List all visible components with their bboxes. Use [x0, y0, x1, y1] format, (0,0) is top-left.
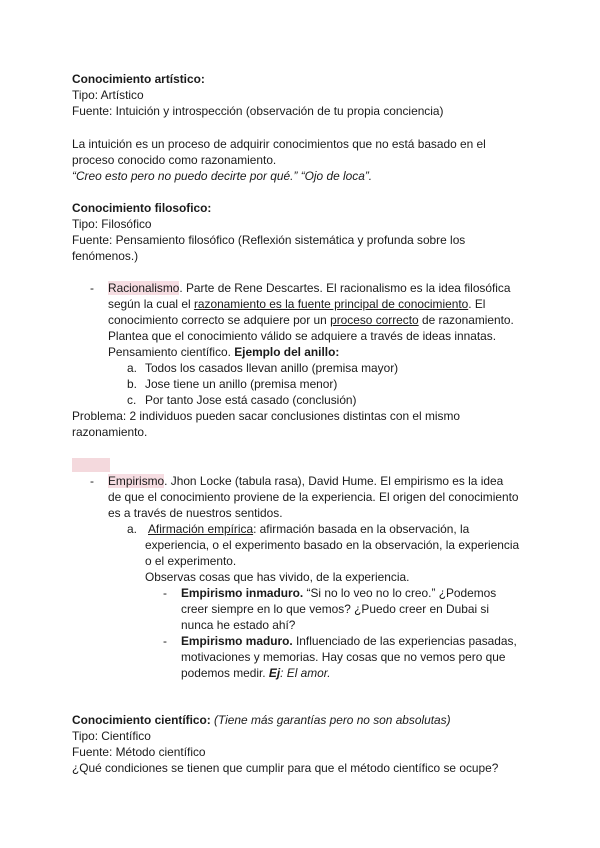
- sublist-marker-a: a.: [127, 522, 137, 536]
- afirmacion-line-1-rest: : afirmación basada en la observación, la: [253, 522, 470, 536]
- cientifico-note: (Tiene más garantías pero no son absolutas): [210, 713, 451, 727]
- maduro-bullet: -: [163, 634, 167, 648]
- empirismo-term: Empirismo: [108, 474, 165, 488]
- el-amor: : El amor.: [280, 666, 331, 680]
- racionalismo-line-5: [108, 345, 339, 360]
- filosofico-fuente-line-2: fenómenos.): [72, 249, 139, 263]
- list-item-premisa-mayor: Todos los casados llevan anillo (premisa mayor): [145, 361, 399, 375]
- list-marker-b: b.: [127, 377, 137, 391]
- inmaduro-line-1: [181, 586, 496, 601]
- empirismo-maduro-label: Empirismo maduro.: [181, 634, 293, 648]
- filosofico-tipo: Tipo: Filosófico: [72, 217, 152, 231]
- artistico-paragraph-line-1: La intuición es un proceso de adquirir conocimientos que no está basado en el: [72, 137, 486, 151]
- empirismo-line-2: de que el conocimiento proviene de la experiencia. El origen del conocimiento: [108, 490, 519, 504]
- afirmacion-line-3: o el experimento.: [145, 554, 237, 568]
- problema-line-2: razonamiento.: [72, 425, 148, 439]
- artistico-quote: “Creo esto pero no puedo decirte por qué.” “Ojo de loca”.: [72, 169, 373, 183]
- racionalismo-line-3-a: conocimiento correcto se adquiere por un: [108, 313, 331, 327]
- racionalismo-line-4: Plantea que el conocimiento válido se adquiere a través de ideas innatas.: [108, 329, 497, 343]
- cientifico-tipo: Tipo: Científico: [72, 729, 151, 743]
- section-heading-artistico: Conocimiento artístico:: [72, 72, 205, 86]
- section-heading-cientifico: Conocimiento científico:: [72, 713, 211, 727]
- ejemplo-anillo-label: Ejemplo del anillo:: [234, 345, 340, 359]
- proceso-correcto-underlined: proceso correcto: [330, 313, 419, 327]
- racionalismo-line-2-a: según la cual el: [108, 297, 194, 311]
- cientifico-heading-line: [72, 713, 451, 728]
- empirismo-inmaduro-label: Empirismo inmaduro.: [181, 586, 304, 600]
- racionalismo-line-2-b: . El: [468, 297, 486, 311]
- afirmacion-line-2: experiencia, o el experimento basado en la observación, la experiencia: [145, 538, 520, 552]
- afirmacion-empirica-term: Afirmación empírica: [148, 522, 254, 536]
- artistico-paragraph-line-2: proceso conocido como razonamiento.: [72, 153, 277, 167]
- racionalismo-line-1-rest: . Parte de Rene Descartes. El racionalismo es la idea filosófica: [179, 281, 511, 295]
- razonamiento-underlined: razonamiento es la fuente principal de conocimiento: [193, 297, 469, 311]
- artistico-fuente: Fuente: Intuición y introspección (observación de tu propia conciencia): [72, 104, 444, 118]
- racionalismo-line-3-b: de razonamiento.: [418, 313, 514, 327]
- maduro-line-3-a: podemos medir.: [181, 666, 269, 680]
- section-heading-filosofico: Conocimiento filosofico:: [72, 201, 212, 215]
- afirmacion-line-1: [148, 522, 469, 537]
- empirismo-line-1-rest: . Jhon Locke (tabula rasa), David Hume. El empirismo es la idea: [164, 474, 504, 488]
- list-item-premisa-menor: Jose tiene un anillo (premisa menor): [145, 377, 338, 391]
- inmaduro-line-1-rest: “Si no lo veo no lo creo.” ¿Podemos: [303, 586, 497, 600]
- list-marker-a: a.: [127, 361, 137, 375]
- inmaduro-line-2: creer siempre en lo que vemos? ¿Puedo creer en Dubai si: [181, 602, 489, 616]
- racionalismo-line-2: [108, 297, 485, 312]
- racionalismo-line-3: [108, 313, 514, 328]
- highlight-mark: [72, 458, 110, 472]
- list-marker-c: c.: [127, 393, 137, 407]
- problema-line-1: Problema: 2 individuos pueden sacar conclusiones distintas con el mismo: [72, 409, 460, 423]
- maduro-line-2: motivaciones y memorias. Hay cosas que no vemos pero que: [181, 650, 506, 664]
- empirismo-bullet: -: [90, 474, 94, 488]
- cientifico-fuente: Fuente: Método científico: [72, 745, 206, 759]
- maduro-line-3: [181, 666, 331, 681]
- racionalismo-term: Racionalismo: [108, 281, 180, 295]
- list-item-conclusion: Por tanto Jose está casado (conclusión): [145, 393, 357, 407]
- maduro-line-1: [181, 634, 517, 649]
- racionalismo-bullet: -: [90, 281, 94, 295]
- racionalismo-line-5-a: Pensamiento científico.: [108, 345, 235, 359]
- empirismo-line-1: [108, 474, 503, 489]
- filosofico-fuente-line-1: Fuente: Pensamiento filosófico (Reflexión sistemática y profunda sobre los: [72, 233, 466, 247]
- maduro-line-1-rest: Influenciado de las experiencias pasadas,: [292, 634, 517, 648]
- empirismo-line-3: es a través de nuestros sentidos.: [108, 506, 283, 520]
- racionalismo-line-1: [108, 281, 511, 296]
- ej-label: Ej: [268, 666, 281, 680]
- afirmacion-line-4: Observas cosas que has vivido, de la experiencia.: [145, 570, 410, 584]
- cientifico-question: ¿Qué condiciones se tienen que cumplir para que el método científico se ocupe?: [72, 761, 499, 775]
- inmaduro-line-3: nunca he estado ahí?: [181, 618, 296, 632]
- inmaduro-bullet: -: [163, 586, 167, 600]
- artistico-tipo: Tipo: Artístico: [72, 88, 144, 102]
